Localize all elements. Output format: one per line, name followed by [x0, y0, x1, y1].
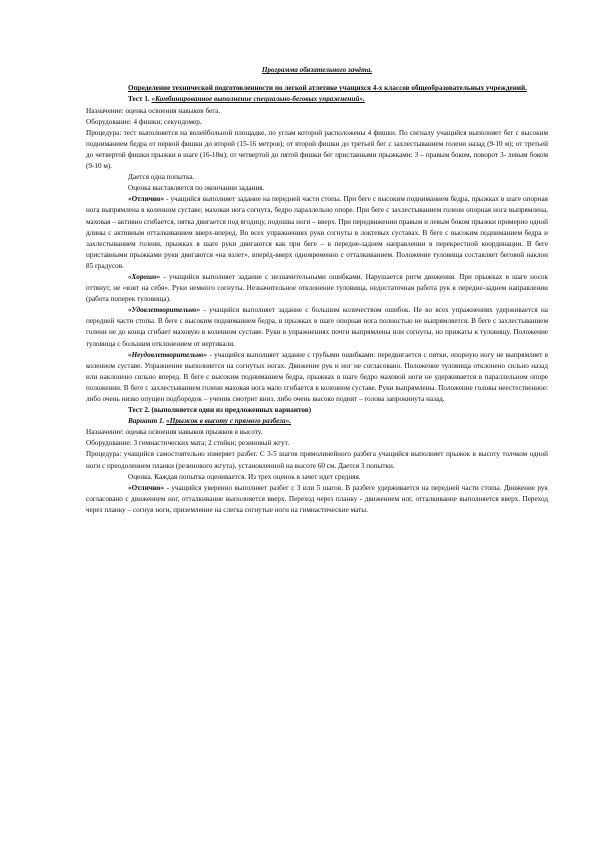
grade-excellent-text: - учащийся выполняет задание на передней части стопы. При беге с высоким подниманием бедра, прыжках в шаге опорная нога выпрямлена в коленном суставе; маховая нога согнута, бедро параллельно опоре. При беге с захлестыванием голени опорная нога выпрямлена, маховая – активно сгибается, пятка двигается под ягодицу, подошва ноги – вверх. При передвижении правым и левым боком прыжки примерно одной длины с активным отталкиванием вверх-вперед. Во всех упражнениях руки согнуты в локтевых суставах. В беге с высоким подниманием бедра и захлестыванием голени, прыжках в шаге руки двигаются как при беге – в передне-заднем направлении в перекрестной координации. В беге приставными прыжками руки двигаются «на взлет», вперёд-вверх одновременно с отталкиванием. Положение туловища составляет беговой наклон 85 градусов.	[86, 195, 548, 270]
test1-heading	[86, 94, 548, 105]
test2-grade-excellent-label: «Отлично»	[128, 483, 165, 492]
test2-equipment: Оборудование: 3 гимнастических мата; 2 стойки; резиновый жгут.	[86, 439, 290, 448]
grade-satisfactory	[86, 305, 548, 349]
grade-unsatisfactory-label: «Неудовлетворительно»	[128, 350, 208, 359]
grade-good	[86, 272, 548, 305]
test1-purpose: Назначение: оценка освоения навыков бега.	[86, 106, 221, 115]
test2-purpose: Назначение: оценка освоения навыков прыжков в высоту.	[86, 428, 263, 437]
test1-equipment: Оборудование: 4 фишки; секундомер.	[86, 117, 202, 126]
test1-scoring: Оценка выставляется по окончании задания.	[128, 184, 265, 193]
grade-excellent-label: «Отлично»	[128, 195, 165, 204]
test2-variant-prefix: Вариант 1.	[128, 417, 167, 426]
test2-heading: Тест 2. (выполняется один из предложенных вариантов)	[128, 406, 312, 415]
grade-satisfactory-text: - учащийся выполняет задание с большим количеством ошибок. Не во всех упражнениях удерживается на передней части стопы. В беге с высоким подниманием бедра, в прыжках в шаге опорная нога полностью не выпрямляется. В беге с захлестыванием голени не до конца сгибает маховую в коленном суставе. Руки в упражнениях почти выпрямлены или согнуты, но прижаты к туловищу. Положение туловища с большим отклонением от вертикали.	[86, 306, 548, 348]
test2-grade-excellent-text: - учащийся уверенно выполняет разбег с 3 или 5 шагов. В разбеге удерживается на передней части стопы. Движение рук согласовано с движением ног, отталкивание выполняется вверх. Переход через планку - движением ног, отталкивание выполняется вверх. Переход через планку – согнув ноги, приземление на слегка согнутые ноги на гимнастические маты.	[86, 483, 548, 514]
test2-procedure: Процедура: учащийся самостоятельно измеряет разбег. С 3-5 шагов прямолинейного разбега учащийся выполняет прыжок в высоту толчком одной ноги с преодолением планки (резинового жгута), установленной на высоте 60 см. Дается 3 попытки.	[86, 450, 548, 470]
test1-heading-prefix: Тест 1.	[128, 95, 152, 104]
grade-unsatisfactory	[86, 350, 548, 405]
document-title: Программа обязательного зачёта.	[261, 66, 373, 75]
grade-good-text: - учащийся выполняет задание с незначительными ошибками. Нарушается ритм движения. При прыжках в шаге носок оттянут, не «взят на себя». Руки немного согнуты. Незначительное отклонение туловища, недостаточная работа рук в передне-заднем направлении (работа поперек туловища).	[86, 272, 548, 304]
document-page	[86, 58, 548, 516]
grade-satisfactory-label: «Удовлетворительно»	[128, 306, 201, 315]
test2-grade-excellent	[86, 483, 548, 516]
test1-heading-title: «Комбинированное выполнение специально-беговых упражнений».	[151, 95, 365, 104]
intro-text: Определение технической подготовленности по легкой атлетике учащихся 4-х классов общеобразовательных учреждений.	[128, 84, 527, 93]
test2-scoring: Оценка. Каждая попытка оценивается. Из трех оценок в зачет идет средняя.	[128, 472, 361, 481]
test1-attempts: Дается одна попытка.	[128, 173, 195, 182]
test2-variant-heading	[86, 416, 548, 427]
test2-variant-title: «Прыжок в высоту с прямого разбега».	[166, 417, 291, 426]
grade-unsatisfactory-text: - учащийся выполняет задание с грубыми ошибками: передвигается с пятки, опорную ногу не выпрямляет в коленном суставе. Упражнение выполняется на согнутых ногах. Движение рук и ног не согласовано. Положение туловища отклонено сильно назад или наклонено сильно вперед. В беге с высоким подниманием бедра, прыжках в шаге бедро маховой ноги не удерживается в параллельном опоре положении. В беге с захлестыванием голени маховая нога мало сгибается в коленном суставе. Руки выпрямлены. Положение головы неестественное: либо очень низко опущен подбородок – ученик смотрит вниз, либо очень высоко поднят – голова запрокинута назад.	[86, 350, 548, 403]
grade-good-label: «Хорошо»	[128, 272, 161, 281]
grade-excellent	[86, 194, 548, 272]
test1-procedure: Процедура: тест выполняется на волейбольной площадке, по углам которой расположены 4 фишки. По сигналу учащийся выполняет бег с высоким подниманием бедра от первой фишки до второй (15-16 метров); от второй фишки до третьей бег с захлестыванием голени назад (9-10 м); от третьей до четвертой фишки прыжки в шаге (16-18м); от четвертой до пятой фишки бег приставными прыжками: 3 – правым боком, поворот 3- левым боком (9-10 м).	[86, 128, 548, 171]
